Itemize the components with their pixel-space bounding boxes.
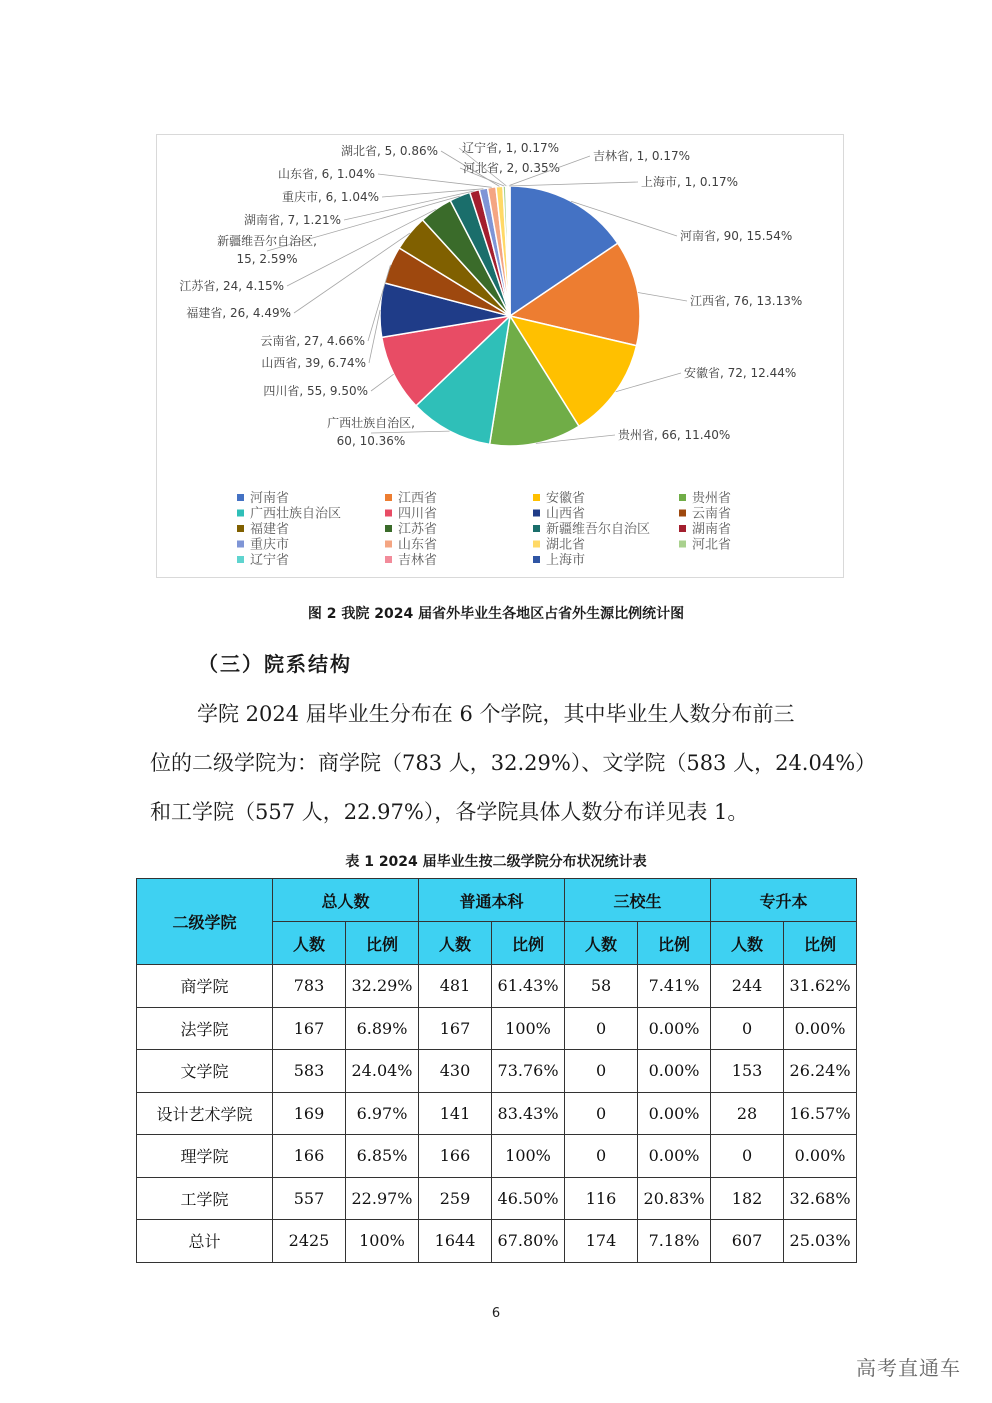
paragraph-line: 位的二级学院为：商学院（783 人，32.29%）、文学院（583 人，24.04%） xyxy=(150,751,877,775)
table-cell: 6.97% xyxy=(346,1092,419,1135)
paragraph-line: 学院 2024 届毕业生分布在 6 个学院，其中毕业生人数分布前三 xyxy=(197,702,795,726)
table-cell: 0 xyxy=(565,1050,638,1093)
table-caption: 表 1 2024 届毕业生按二级学院分布状况统计表 xyxy=(345,854,647,870)
table-cell: 6.89% xyxy=(346,1007,419,1050)
table-cell: 58 xyxy=(565,965,638,1008)
table-cell: 7.41% xyxy=(638,965,711,1008)
slice-data-label: 湖北省, 5, 0.86% xyxy=(340,144,438,158)
pie-chart xyxy=(157,135,843,577)
legend-label: 安徽省 xyxy=(546,491,586,506)
table-row xyxy=(137,1092,857,1135)
legend-label: 河北省 xyxy=(692,537,732,553)
table-row xyxy=(137,1220,857,1263)
legend-swatch xyxy=(237,525,244,532)
table-cell: 0.00% xyxy=(638,1135,711,1178)
college-distribution-table xyxy=(136,878,857,1263)
legend-label: 福建省 xyxy=(250,522,290,537)
legend-label: 辽宁省 xyxy=(250,553,290,568)
table-cell: 6.85% xyxy=(346,1135,419,1178)
paragraph-line: 和工学院（557 人，22.97%），各学院具体人数分布详见表 1。 xyxy=(150,800,749,824)
sub-header: 比例 xyxy=(638,922,711,965)
sub-header: 人数 xyxy=(273,922,346,965)
table-cell: 100% xyxy=(346,1220,419,1263)
sub-header: 比例 xyxy=(492,922,565,965)
table-cell: 0 xyxy=(711,1135,784,1178)
table-cell: 16.57% xyxy=(784,1092,857,1135)
table-cell: 61.43% xyxy=(492,965,565,1008)
slice-data-label: 山西省, 39, 6.74% xyxy=(261,356,366,370)
legend-swatch xyxy=(679,510,686,517)
table-cell: 244 xyxy=(711,965,784,1008)
figure-caption: 图 2 我院 2024 届省外毕业生各地区占省外生源比例统计图 xyxy=(307,606,685,622)
table-cell: 166 xyxy=(419,1135,492,1178)
table-cell: 153 xyxy=(711,1050,784,1093)
legend-swatch xyxy=(533,556,540,563)
legend-swatch xyxy=(237,556,244,563)
table-cell: 259 xyxy=(419,1177,492,1220)
slice-data-label: 广西壮族自治区, 60, 10.36% xyxy=(327,416,415,448)
legend-label: 江苏省 xyxy=(398,522,438,537)
legend-swatch xyxy=(679,541,686,548)
table-cell: 607 xyxy=(711,1220,784,1263)
table-cell: 32.68% xyxy=(784,1177,857,1220)
table-cell: 141 xyxy=(419,1092,492,1135)
table-cell: 2425 xyxy=(273,1220,346,1263)
table-cell: 0 xyxy=(711,1007,784,1050)
slice-data-label: 河南省, 90, 15.54% xyxy=(680,229,793,243)
slice-data-label: 重庆市, 6, 1.04% xyxy=(281,190,379,204)
group-header: 总人数 xyxy=(273,879,419,922)
table-cell: 0.00% xyxy=(784,1007,857,1050)
slice-data-label: 贵州省, 66, 11.40% xyxy=(618,428,731,442)
college-name-cell: 商学院 xyxy=(137,965,273,1008)
table-row xyxy=(137,965,857,1008)
table-cell: 182 xyxy=(711,1177,784,1220)
slice-data-label: 江苏省, 24, 4.15% xyxy=(179,279,284,293)
college-name-cell: 文学院 xyxy=(137,1050,273,1093)
leader-line xyxy=(371,374,394,391)
leader-line xyxy=(378,174,492,187)
legend-label: 江西省 xyxy=(398,491,438,506)
table-cell: 0.00% xyxy=(638,1050,711,1093)
table-cell: 73.76% xyxy=(492,1050,565,1093)
table-cell: 24.04% xyxy=(346,1050,419,1093)
legend-label: 河南省 xyxy=(250,491,290,506)
slice-data-label: 新疆维吾尔自治区, 15, 2.59% xyxy=(217,234,317,266)
table-cell: 0.00% xyxy=(638,1092,711,1135)
legend-label: 云南省 xyxy=(692,506,732,522)
table-cell: 583 xyxy=(273,1050,346,1093)
slice-data-label: 安徽省, 72, 12.44% xyxy=(684,366,797,380)
table-cell: 167 xyxy=(419,1007,492,1050)
legend-swatch xyxy=(237,541,244,548)
legend-label: 吉林省 xyxy=(398,553,438,568)
slice-data-label: 山东省, 6, 1.04% xyxy=(277,167,375,181)
legend-label: 上海市 xyxy=(546,553,586,568)
slice-data-label: 河北省, 2, 0.35% xyxy=(463,161,561,175)
table-cell: 0.00% xyxy=(784,1135,857,1178)
table-cell: 481 xyxy=(419,965,492,1008)
sub-header: 人数 xyxy=(419,922,492,965)
table-cell: 25.03% xyxy=(784,1220,857,1263)
legend-label: 四川省 xyxy=(398,506,438,522)
table-cell: 0 xyxy=(565,1007,638,1050)
table-row xyxy=(137,1135,857,1178)
table-cell: 46.50% xyxy=(492,1177,565,1220)
legend-label: 重庆市 xyxy=(250,537,290,553)
table-cell: 67.80% xyxy=(492,1220,565,1263)
table-cell: 0 xyxy=(565,1135,638,1178)
table-cell: 430 xyxy=(419,1050,492,1093)
legend-label: 湖北省 xyxy=(546,537,586,553)
college-name-cell: 法学院 xyxy=(137,1007,273,1050)
legend-label: 贵州省 xyxy=(692,491,732,506)
slice-data-label: 江西省, 76, 13.13% xyxy=(690,294,803,308)
section-heading: （三）院系结构 xyxy=(198,652,352,676)
college-name-cell: 理学院 xyxy=(137,1135,273,1178)
sub-header: 比例 xyxy=(346,922,419,965)
table-cell: 166 xyxy=(273,1135,346,1178)
slice-data-label: 上海市, 1, 0.17% xyxy=(641,175,739,189)
leader-line xyxy=(638,293,687,302)
legend-swatch xyxy=(533,541,540,548)
table-cell: 0 xyxy=(565,1092,638,1135)
table-cell: 31.62% xyxy=(784,965,857,1008)
table-cell: 0.00% xyxy=(638,1007,711,1050)
table-cell: 20.83% xyxy=(638,1177,711,1220)
legend-label: 广西壮族自治区 xyxy=(250,506,342,522)
table-cell: 28 xyxy=(711,1092,784,1135)
slice-data-label: 四川省, 55, 9.50% xyxy=(263,384,368,398)
table-cell: 100% xyxy=(492,1135,565,1178)
table-cell: 174 xyxy=(565,1220,638,1263)
legend-swatch xyxy=(385,525,392,532)
table-cell: 7.18% xyxy=(638,1220,711,1263)
group-header: 普通本科 xyxy=(419,879,565,922)
table-cell: 116 xyxy=(565,1177,638,1220)
legend-swatch xyxy=(385,556,392,563)
table-cell: 557 xyxy=(273,1177,346,1220)
legend-swatch xyxy=(533,494,540,501)
legend-swatch xyxy=(385,541,392,548)
legend-swatch xyxy=(533,510,540,517)
slice-data-label: 吉林省, 1, 0.17% xyxy=(593,149,691,163)
legend-label: 新疆维吾尔自治区 xyxy=(546,522,651,537)
sub-header: 人数 xyxy=(711,922,784,965)
table-cell: 169 xyxy=(273,1092,346,1135)
table-row xyxy=(137,1050,857,1093)
legend-swatch xyxy=(385,494,392,501)
group-header: 三校生 xyxy=(565,879,711,922)
sub-header: 人数 xyxy=(565,922,638,965)
legend-label: 山西省 xyxy=(546,506,586,522)
table-cell: 26.24% xyxy=(784,1050,857,1093)
legend-swatch xyxy=(533,525,540,532)
table-cell: 22.97% xyxy=(346,1177,419,1220)
slice-data-label: 福建省, 26, 4.49% xyxy=(186,306,291,320)
college-name-cell: 设计艺术学院 xyxy=(137,1092,273,1135)
legend-swatch xyxy=(679,525,686,532)
watermark: 高考直通车 xyxy=(856,1356,961,1380)
college-name-cell: 总计 xyxy=(137,1220,273,1263)
slice-data-label: 湖南省, 7, 1.21% xyxy=(243,213,341,227)
legend-swatch xyxy=(385,510,392,517)
table-cell: 100% xyxy=(492,1007,565,1050)
legend-swatch xyxy=(237,510,244,517)
table-cell: 167 xyxy=(273,1007,346,1050)
leader-line xyxy=(509,182,638,186)
legend-swatch xyxy=(679,494,686,501)
table-row xyxy=(137,1177,857,1220)
slice-data-label: 辽宁省, 1, 0.17% xyxy=(462,141,560,155)
table-header-row xyxy=(137,879,857,922)
college-name-cell: 工学院 xyxy=(137,1177,273,1220)
slice-data-label: 云南省, 27, 4.66% xyxy=(260,334,365,348)
legend-label: 山东省 xyxy=(398,537,438,553)
sub-header: 比例 xyxy=(784,922,857,965)
table-cell: 783 xyxy=(273,965,346,1008)
page-number: 6 xyxy=(491,1306,501,1321)
corner-header: 二级学院 xyxy=(137,879,273,965)
pie-chart-frame xyxy=(156,134,844,578)
legend-swatch xyxy=(237,494,244,501)
table-cell: 32.29% xyxy=(346,965,419,1008)
table-cell: 1644 xyxy=(419,1220,492,1263)
legend-label: 湖南省 xyxy=(692,522,732,537)
leader-line xyxy=(371,431,450,433)
table-row xyxy=(137,1007,857,1050)
group-header: 专升本 xyxy=(711,879,857,922)
table-cell: 83.43% xyxy=(492,1092,565,1135)
